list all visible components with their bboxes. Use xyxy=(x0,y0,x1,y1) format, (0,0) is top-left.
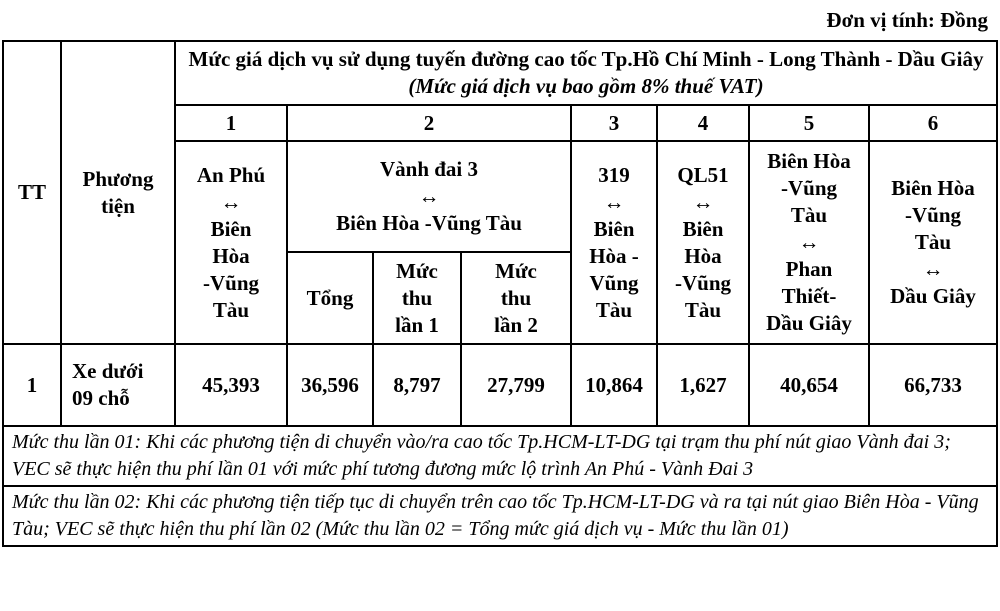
header-vehicle-type: Phương tiện xyxy=(61,41,175,344)
value-phan-thiet: 40,654 xyxy=(749,344,869,426)
note-row-1 xyxy=(3,426,997,486)
header-tt: TT xyxy=(3,41,61,344)
route-vanh-dai-3: Vành đai 3 ↔ Biên Hòa -Vũng Tàu xyxy=(287,141,571,252)
value-fee-2: 27,799 xyxy=(461,344,571,426)
col-number-6: 6 xyxy=(869,105,997,141)
value-fee-1: 8,797 xyxy=(373,344,461,426)
header-title-vat: (Mức giá dịch vụ bao gồm 8% thuế VAT) xyxy=(408,74,764,98)
sub-total: Tổng xyxy=(287,252,373,344)
row-vehicle: Xe dưới 09 chỗ xyxy=(61,344,175,426)
route-319: 319 ↔ Biên Hòa - Vũng Tàu xyxy=(571,141,657,344)
col-number-5: 5 xyxy=(749,105,869,141)
route-phan-thiet: Biên Hòa -Vũng Tàu ↔ Phan Thiết- Dầu Giây xyxy=(749,141,869,344)
value-dau-giay: 66,733 xyxy=(869,344,997,426)
col-number-2: 2 xyxy=(287,105,571,141)
unit-label: Đơn vị tính: Đồng xyxy=(826,8,988,32)
sub-fee-2: Mức thu lần 2 xyxy=(461,252,571,344)
sub-fee-1: Mức thu lần 1 xyxy=(373,252,461,344)
col-number-1: 1 xyxy=(175,105,287,141)
value-319: 10,864 xyxy=(571,344,657,426)
note-row-2 xyxy=(3,486,997,546)
value-an-phu: 45,393 xyxy=(175,344,287,426)
table-row xyxy=(3,344,997,426)
note-fee-2: Mức thu lần 02: Khi các phương tiện tiếp tục di chuyển trên cao tốc Tp.HCM-LT-DG và ra tại nút giao Biên Hòa - Vũng Tàu; VEC sẽ thực hiện thu phí lần 02 (Mức thu lần 02 = Tổng mức giá dịch vụ - Mức thu lần 01) xyxy=(3,486,997,546)
col-number-4: 4 xyxy=(657,105,749,141)
row-tt: 1 xyxy=(3,344,61,426)
header-row-title xyxy=(3,41,997,105)
route-an-phu: An Phú ↔ Biên Hòa -Vũng Tàu xyxy=(175,141,287,344)
note-fee-1: Mức thu lần 01: Khi các phương tiện di chuyển vào/ra cao tốc Tp.HCM-LT-DG tại trạm thu phí nút giao Vành đai 3; VEC sẽ thực hiện thu phí lần 01 với mức phí tương đương mức lộ trình An Phú - Vành Đai 3 xyxy=(3,426,997,486)
col-number-3: 3 xyxy=(571,105,657,141)
toll-table xyxy=(2,40,998,547)
route-ql51: QL51 ↔ Biên Hòa -Vũng Tàu xyxy=(657,141,749,344)
route-dau-giay: Biên Hòa -Vũng Tàu ↔ Dầu Giây xyxy=(869,141,997,344)
value-ql51: 1,627 xyxy=(657,344,749,426)
value-total: 36,596 xyxy=(287,344,373,426)
header-title: Mức giá dịch vụ sử dụng tuyến đường cao tốc Tp.Hồ Chí Minh - Long Thành - Dầu Giây (Mức giá dịch vụ bao gồm 8% thuế VAT) xyxy=(175,41,997,105)
